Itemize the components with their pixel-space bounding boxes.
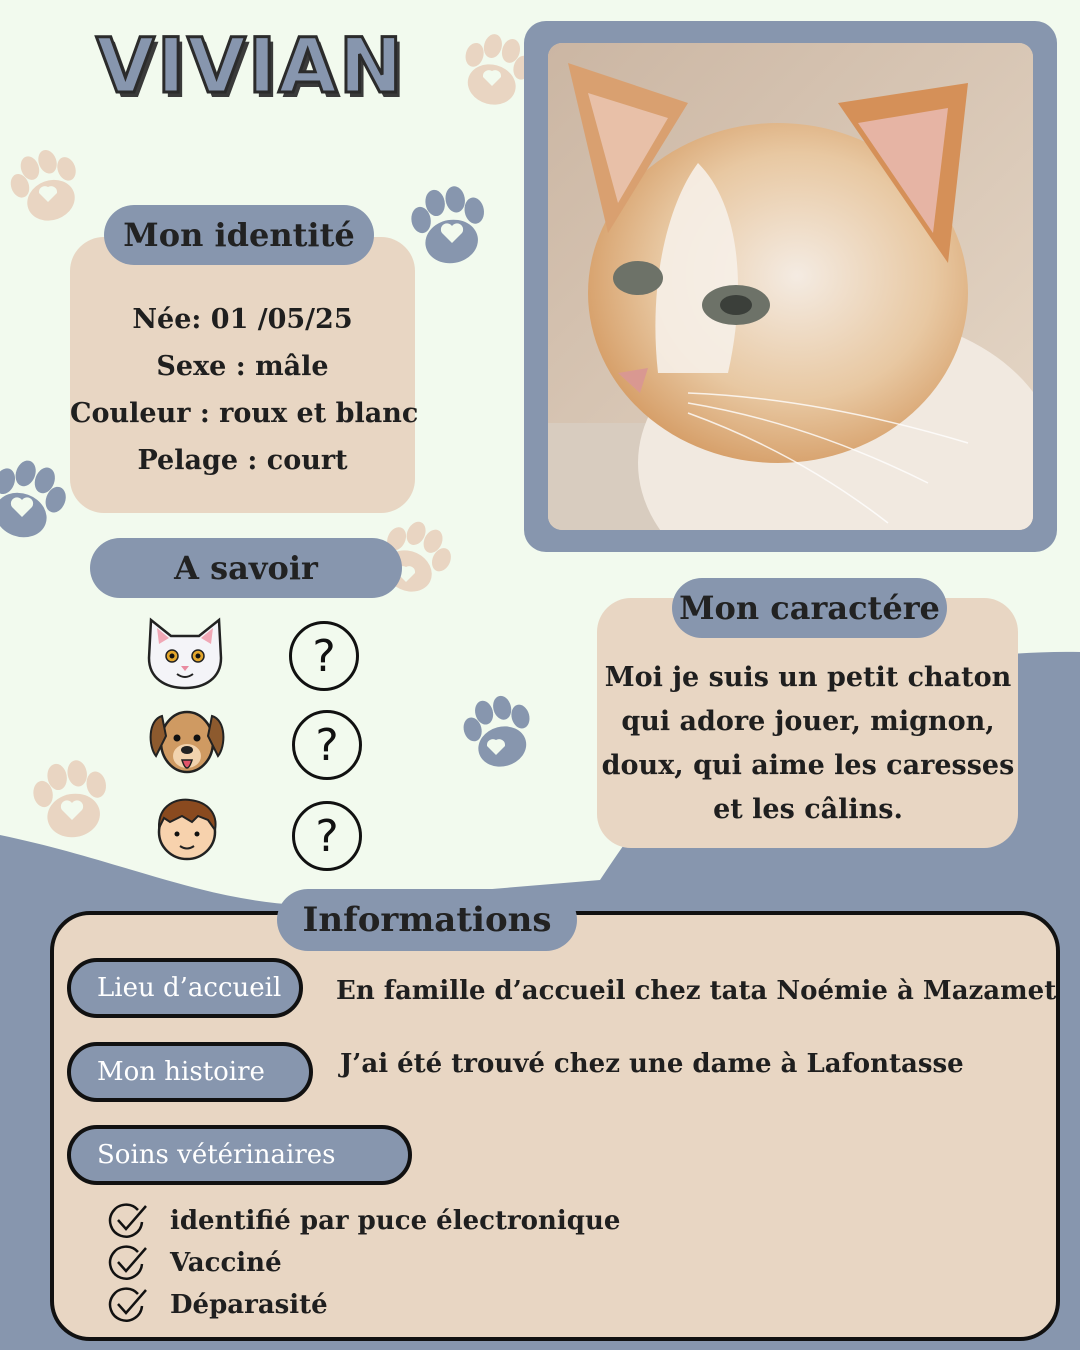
lieu-accueil-label: Lieu d’accueil bbox=[67, 958, 303, 1018]
dog-compat-unknown: ? bbox=[292, 710, 362, 780]
histoire-value: J’ai été trouvé chez une dame à Lafontasse bbox=[340, 1049, 964, 1079]
check-circle-icon bbox=[108, 1202, 148, 1240]
kitten-illustration bbox=[548, 43, 1033, 530]
check-circle-icon bbox=[108, 1286, 148, 1324]
know-heading: A savoir bbox=[90, 538, 402, 598]
character-line: Moi je suis un petit chaton bbox=[604, 662, 1012, 693]
soin-text: Vacciné bbox=[170, 1248, 282, 1278]
paw-icon bbox=[0, 452, 74, 548]
lieu-accueil-value: En famille d’accueil chez tata Noémie à Mazamet bbox=[336, 976, 1057, 1006]
character-line: doux, qui aime les caresses bbox=[601, 750, 1015, 781]
soin-item bbox=[108, 1244, 282, 1282]
sex: Sexe : mâle bbox=[156, 351, 329, 382]
soin-item bbox=[108, 1286, 328, 1324]
check-circle-icon bbox=[108, 1244, 148, 1282]
color: Couleur : roux et blanc bbox=[70, 398, 419, 429]
child-compat-unknown: ? bbox=[292, 801, 362, 871]
child-icon bbox=[152, 796, 222, 862]
histoire-label: Mon histoire bbox=[67, 1042, 313, 1102]
information-heading: Informations bbox=[277, 889, 577, 951]
character-heading: Mon caractére bbox=[672, 578, 947, 638]
paw-icon bbox=[3, 142, 90, 230]
birth-date: Née: 01 /05/25 bbox=[132, 304, 353, 335]
character-text bbox=[598, 656, 1018, 832]
paw-icon bbox=[458, 690, 541, 774]
cat-name-title: VIVIAN bbox=[96, 21, 405, 110]
soin-item bbox=[108, 1202, 620, 1240]
character-line: et les câlins. bbox=[713, 794, 903, 825]
paw-icon bbox=[29, 756, 114, 843]
kitten-photo bbox=[548, 43, 1033, 530]
photo-frame bbox=[524, 21, 1057, 552]
soin-text: identifié par puce électronique bbox=[170, 1206, 621, 1236]
soins-label: Soins vétérinaires bbox=[67, 1125, 412, 1185]
cat-icon bbox=[143, 614, 227, 690]
coat: Pelage : court bbox=[137, 445, 348, 476]
cat-compat-unknown: ? bbox=[289, 621, 359, 691]
identity-details bbox=[70, 296, 419, 484]
dog-icon bbox=[148, 706, 226, 778]
soin-text: Déparasité bbox=[170, 1290, 328, 1320]
character-line: qui adore jouer, mignon, bbox=[621, 706, 995, 737]
identity-heading: Mon identité bbox=[104, 205, 374, 265]
